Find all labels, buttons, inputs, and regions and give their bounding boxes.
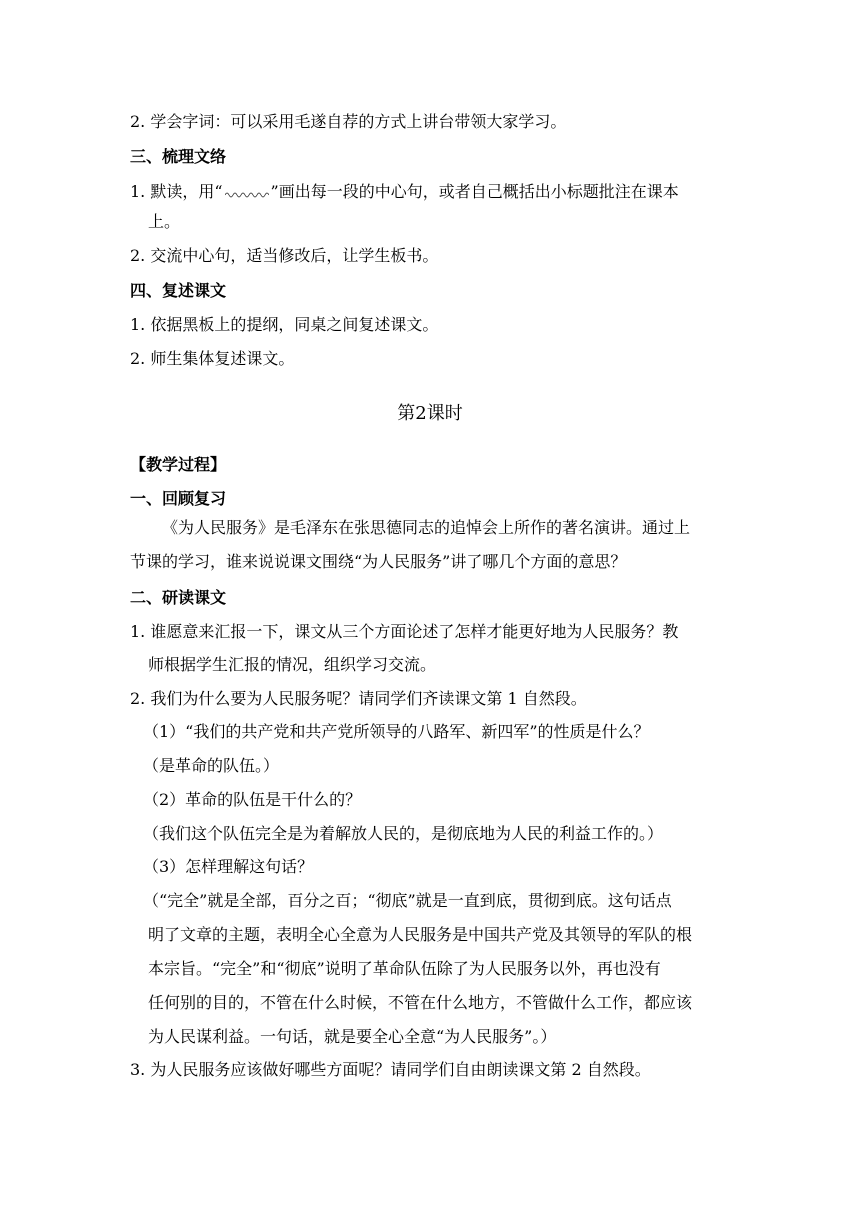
text-line: 2. 师生集体复述课文。 xyxy=(130,349,295,368)
text-span: ”画出每一段的中心句，或者自己概括出小标题批注在课本 xyxy=(270,182,679,201)
text-line xyxy=(130,182,740,202)
section-heading: 四、复述课文 xyxy=(130,281,227,300)
text-line: 本宗旨。“完全”和“彻底”说明了革命队伍除了为人民服务以外，再也没有 xyxy=(148,959,661,978)
text-line: 《为人民服务》是毛泽东在张思德同志的追悼会上所作的著名演讲。通过上 xyxy=(162,518,691,537)
wavy-underline-mark xyxy=(225,191,269,199)
text-line: 节课的学习，谁来说说课文围绕“为人民服务”讲了哪几个方面的意思？ xyxy=(130,552,627,571)
text-line: 师根据学生汇报的情况，组织学习交流。 xyxy=(148,655,437,674)
lesson-title: 第2课时 xyxy=(397,403,463,424)
text-line: 1. 依据黑板上的提纲，同桌之间复述课文。 xyxy=(130,315,439,334)
text-line: 2. 学会字词：可以采用毛遂自荐的方式上讲台带领大家学习。 xyxy=(130,112,567,131)
text-line: （2）革命的队伍是干什么的？ xyxy=(143,790,362,809)
text-line: （是革命的队伍。） xyxy=(143,756,280,775)
text-line: 2. 我们为什么要为人民服务呢？请同学们齐读课文第 1 自然段。 xyxy=(130,689,587,708)
text-line: 为人民谋利益。一句话，就是要全心全意“为人民服务”。） xyxy=(148,1027,557,1046)
section-heading: 二、研读课文 xyxy=(130,588,227,607)
text-line: 明了文章的主题，表明全心全意为人民服务是中国共产党及其领导的军队的根 xyxy=(148,925,693,944)
text-line: 3. 为人民服务应该做好哪些方面呢？请同学们自由朗读课文第 2 自然段。 xyxy=(130,1060,651,1079)
text-line: （“完全”就是全部，百分之百；“彻底”就是一直到底，贯彻到底。这句话点 xyxy=(143,891,672,910)
text-line: 2. 交流中心句，适当修改后，让学生板书。 xyxy=(130,246,439,265)
text-line: 任何别的目的，不管在什么时候，不管在什么地方，不管做什么工作，都应该 xyxy=(148,993,693,1012)
text-line: 1. 谁愿意来汇报一下，课文从三个方面论述了怎样才能更好地为人民服务？教 xyxy=(130,622,679,641)
text-line: （我们这个队伍完全是为着解放人民的，是彻底地为人民的利益工作的。） xyxy=(143,824,664,843)
text-line: （3）怎样理解这句话？ xyxy=(143,857,314,876)
text-line: 上。 xyxy=(148,212,181,231)
section-heading: 一、回顾复习 xyxy=(130,489,227,508)
section-heading: 三、梳理文络 xyxy=(130,147,227,166)
text-span: 1. 默读，用“ xyxy=(130,182,223,201)
text-line: （1）“我们的共产党和共产党所领导的八路军、新四军”的性质是什么？ xyxy=(143,722,650,741)
section-heading: 【教学过程】 xyxy=(130,455,227,474)
